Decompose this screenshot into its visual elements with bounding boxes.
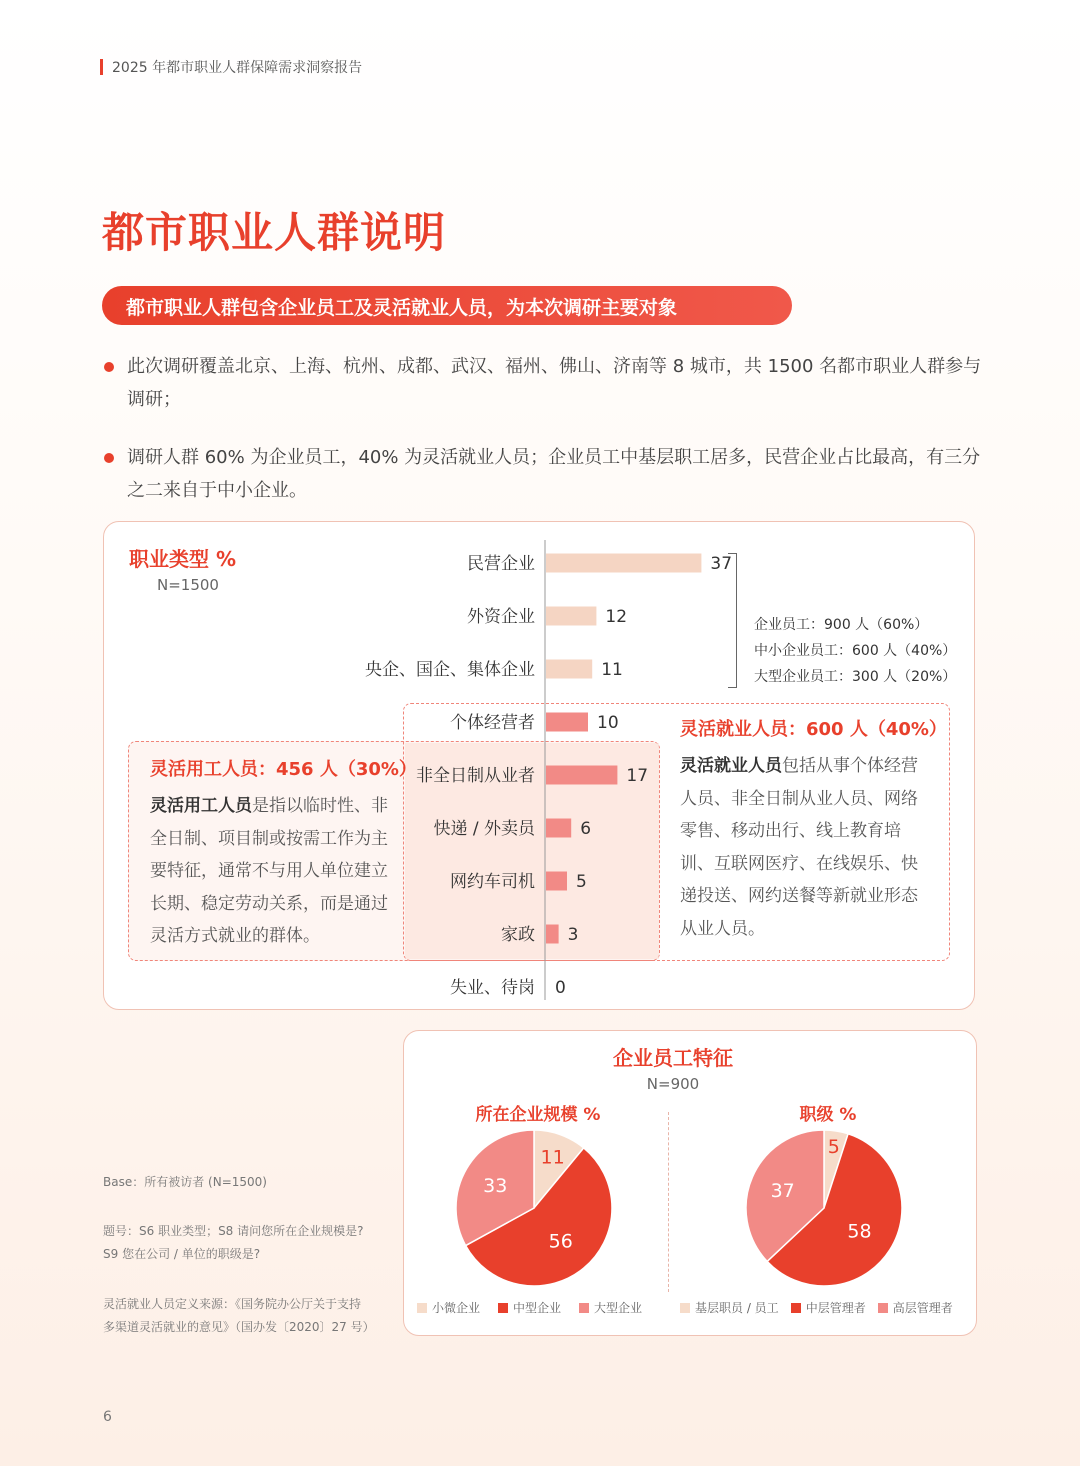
bullet-dot bbox=[104, 362, 114, 372]
bar-category-label: 央企、国企、集体企业 bbox=[365, 660, 535, 680]
summary-banner-text: 都市职业人群包含企业员工及灵活就业人员，为本次调研主要对象 bbox=[126, 297, 678, 319]
employee-panel-title: 企业员工特征 bbox=[613, 1046, 733, 1070]
footnote-source-1: 灵活就业人员定义来源：《国务院办公厅关于支持 bbox=[103, 1297, 362, 1311]
legend-item bbox=[680, 1299, 779, 1316]
footnote-question-2: S9 您在公司 / 单位的职级是? bbox=[103, 1247, 261, 1261]
page-number: 6 bbox=[103, 1409, 112, 1425]
bar-category-label: 失业、待岗 bbox=[450, 978, 535, 998]
company-size-pie-title: 所在企业规模 % bbox=[475, 1105, 601, 1125]
legend-item bbox=[791, 1299, 866, 1316]
legend-label: 大型企业 bbox=[594, 1301, 643, 1315]
summary-banner bbox=[102, 286, 792, 325]
bullet-text-1: 此次调研覆盖北京、上海、杭州、成都、武汉、福州、佛山、济南等 8 城市，共 1500 名都市职业人群参与调研； bbox=[127, 356, 982, 410]
bar-value-label: 17 bbox=[626, 766, 649, 786]
company-size-pie bbox=[453, 1127, 615, 1289]
pie-slice-label: 56 bbox=[548, 1230, 573, 1253]
flexible-workers-term: 灵活用工人员 bbox=[150, 796, 252, 816]
job-level-legend bbox=[680, 1299, 953, 1316]
legend-label: 中层管理者 bbox=[805, 1301, 866, 1315]
legend-label: 高层管理者 bbox=[892, 1301, 953, 1315]
flexible-employment-title: 灵活就业人员：600 人（40%） bbox=[680, 719, 947, 740]
legend-label: 小微企业 bbox=[432, 1301, 481, 1315]
bar-value-label: 3 bbox=[567, 925, 579, 945]
bar-category-label: 非全日制从业者 bbox=[416, 766, 535, 786]
legend-swatch bbox=[579, 1303, 589, 1313]
flexible-employment-term: 灵活就业人员 bbox=[680, 756, 782, 776]
legend-swatch bbox=[680, 1303, 690, 1313]
flexible-workers-title: 灵活用工人员：456 人（30%） bbox=[150, 759, 417, 780]
bullet-text-2: 调研人群 60% 为企业员工，40% 为灵活就业人员；企业员工中基层职工居多，民营企业占比最高，有三分之二来自于中小企业。 bbox=[127, 447, 981, 501]
legend-label: 基层职员 / 员工 bbox=[695, 1301, 779, 1315]
enterprise-bracket bbox=[728, 553, 737, 688]
header-accent-bar bbox=[100, 59, 103, 75]
chart-sample-size: N=1500 bbox=[157, 576, 219, 594]
bar-value-label: 6 bbox=[580, 819, 592, 839]
legend-item bbox=[417, 1299, 480, 1316]
enterprise-note-sme: 中小企业员工：600 人（40%） bbox=[754, 643, 957, 659]
legend-swatch bbox=[878, 1303, 888, 1313]
bar-category-label: 快递 / 外卖员 bbox=[433, 819, 535, 839]
bullet-dot bbox=[104, 453, 114, 463]
pie-divider bbox=[668, 1112, 669, 1292]
flexible-employment-description bbox=[680, 750, 930, 945]
bar-value-label: 0 bbox=[555, 978, 566, 998]
pie-slice-label: 11 bbox=[540, 1146, 565, 1169]
bar-value-label: 12 bbox=[605, 607, 628, 627]
enterprise-note-total: 企业员工：900 人（60%） bbox=[754, 617, 929, 633]
bar-category-label: 家政 bbox=[501, 925, 535, 945]
report-header: 2025 年都市职业人群保障需求洞察报告 bbox=[112, 60, 363, 76]
footnote-base: Base：所有被访者 (N=1500) bbox=[103, 1175, 267, 1189]
bar-value-label: 10 bbox=[597, 713, 619, 733]
pie-slice-label: 33 bbox=[483, 1175, 508, 1198]
employee-panel-sample-size: N=900 bbox=[646, 1075, 700, 1093]
legend-item bbox=[579, 1299, 642, 1316]
bar-category-label: 民营企业 bbox=[467, 554, 535, 574]
bar-category-label: 个体经营者 bbox=[450, 713, 535, 733]
legend-item bbox=[498, 1299, 561, 1316]
flexible-workers-description bbox=[150, 790, 400, 953]
bar-value-label: 37 bbox=[710, 554, 733, 574]
chart-title: 职业类型 % bbox=[129, 547, 237, 571]
legend-swatch bbox=[791, 1303, 801, 1313]
legend-swatch bbox=[498, 1303, 508, 1313]
legend-label: 中型企业 bbox=[513, 1301, 562, 1315]
pie-slice-label: 37 bbox=[770, 1180, 795, 1203]
bar-category-label: 外资企业 bbox=[467, 607, 535, 627]
page-title: 都市职业人群说明 bbox=[102, 208, 447, 257]
job-level-pie-title: 职级 % bbox=[799, 1105, 857, 1125]
job-level-pie bbox=[743, 1127, 905, 1289]
overlap-region bbox=[405, 743, 659, 959]
pie-slice-label: 58 bbox=[847, 1220, 872, 1243]
legend-item bbox=[878, 1299, 953, 1316]
flexible-workers-definition: 是指以临时性、非全日制、项目制或按需工作为主要特征，通常不与用人单位建立长期、稳定劳动关系，而是通过灵活方式就业的群体。 bbox=[150, 796, 388, 946]
company-size-legend bbox=[417, 1299, 660, 1316]
flexible-employment-definition: 包括从事个体经营人员、非全日制从业人员、网络零售、移动出行、线上教育培训、互联网医疗、在线娱乐、快递投送、网约送餐等新就业形态从业人员。 bbox=[680, 756, 918, 939]
footnote-source-2: 多渠道灵活就业的意见》（国办发〔2020〕27 号） bbox=[103, 1320, 375, 1334]
pie-slice-label: 5 bbox=[827, 1135, 840, 1158]
bar-category-label: 网约车司机 bbox=[450, 872, 535, 892]
bar-value-label: 5 bbox=[576, 872, 587, 892]
bar-value-label: 11 bbox=[601, 660, 623, 680]
footnote-question-1: 题号：S6 职业类型；S8 请问您所在企业规模是? bbox=[103, 1224, 364, 1238]
enterprise-note-large: 大型企业员工：300 人（20%） bbox=[754, 669, 957, 685]
legend-swatch bbox=[417, 1303, 427, 1313]
